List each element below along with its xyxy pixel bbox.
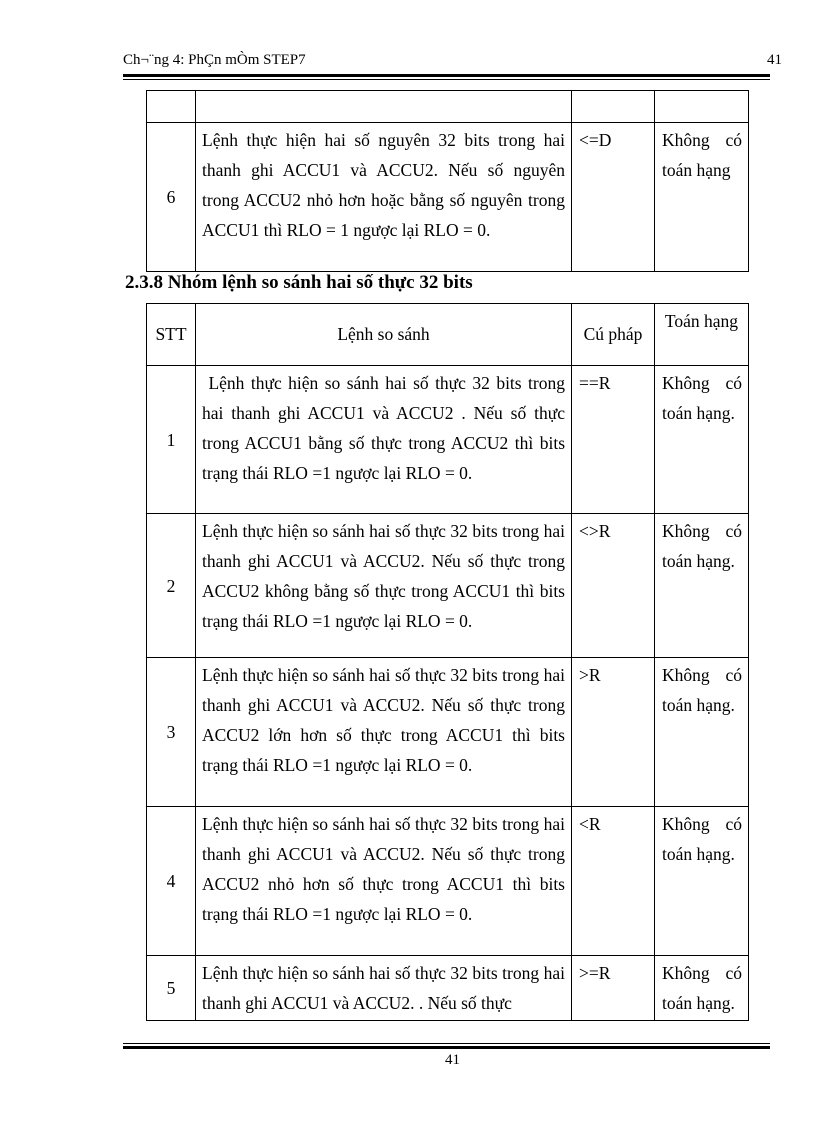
blank-cell: [196, 91, 572, 123]
footer-rule: [123, 1046, 770, 1049]
header-operand: Toán hạng: [655, 304, 749, 366]
row-description: Lệnh thực hiện so sánh hai số thực 32 bits trong hai thanh ghi ACCU1 và ACCU2. Nếu số thực trong ACCU2 không bằng số thực trong ACCU1 thì bits trạng thái RLO =1 ngược lại RLO = 0.: [196, 514, 572, 658]
real-comparison-table: [146, 303, 749, 1021]
blank-cell: [655, 91, 749, 123]
footer-rule-thin: [123, 1043, 770, 1044]
row-description: Lệnh thực hiện so sánh hai số thực 32 bits trong hai thanh ghi ACCU1 và ACCU2. . Nếu số thực: [196, 956, 572, 1021]
row-stt: 4: [147, 807, 196, 956]
table-row: [147, 807, 749, 956]
row-stt: 3: [147, 658, 196, 807]
table-row: [147, 366, 749, 514]
row-syntax: >=R: [572, 956, 655, 1021]
row-operand: Không có toán hạng.: [655, 366, 749, 514]
header-description: Lệnh so sánh: [196, 304, 572, 366]
row-stt: 5: [147, 956, 196, 1021]
row-stt: 6: [147, 123, 196, 272]
table-row: [147, 956, 749, 1021]
running-header-title: Ch¬¨ng 4: PhÇn mÒm STEP7: [123, 52, 306, 68]
table-row: [147, 123, 749, 272]
header-syntax: Cú pháp: [572, 304, 655, 366]
continued-blank-row: [147, 91, 749, 123]
section-heading: 2.3.8 Nhóm lệnh so sánh hai số thực 32 bits: [125, 272, 473, 293]
running-header-page-number: 41: [767, 52, 782, 68]
row-operand: Không có toán hạng.: [655, 514, 749, 658]
table-header-row: [147, 304, 749, 366]
footer-page-number: 41: [445, 1052, 460, 1068]
row-syntax: <R: [572, 807, 655, 956]
blank-cell: [147, 91, 196, 123]
row-stt: 2: [147, 514, 196, 658]
row-syntax: <=D: [572, 123, 655, 272]
row-syntax: <>R: [572, 514, 655, 658]
header-rule-thin: [123, 79, 770, 80]
table-row: [147, 658, 749, 807]
header-rule: [123, 74, 770, 77]
row-stt: 1: [147, 366, 196, 514]
row-syntax: ==R: [572, 366, 655, 514]
continued-comparison-table: [146, 90, 749, 272]
table-row: [147, 514, 749, 658]
row-operand: Không có toán hạng.: [655, 807, 749, 956]
row-operand: Không có toán hạng.: [655, 658, 749, 807]
row-syntax: >R: [572, 658, 655, 807]
row-description: Lệnh thực hiện so sánh hai số thực 32 bits trong hai thanh ghi ACCU1 và ACCU2. Nếu số thực trong ACCU2 lớn hơn số thực trong ACCU1 thì bits trạng thái RLO =1 ngược lại RLO = 0.: [196, 658, 572, 807]
blank-cell: [572, 91, 655, 123]
row-description: Lệnh thực hiện hai số nguyên 32 bits trong hai thanh ghi ACCU1 và ACCU2. Nếu số nguyên trong ACCU2 nhỏ hơn hoặc bằng số nguyên trong ACCU1 thì RLO = 1 ngược lại RLO = 0.: [196, 123, 572, 272]
header-stt: STT: [147, 304, 196, 366]
row-description: Lệnh thực hiện so sánh hai số thực 32 bits trong hai thanh ghi ACCU1 và ACCU2. Nếu số thực trong ACCU2 nhỏ hơn số thực trong ACCU1 thì bits trạng thái RLO =1 ngược lại RLO = 0.: [196, 807, 572, 956]
row-operand: Không có toán hạng: [655, 123, 749, 272]
row-description: Lệnh thực hiện so sánh hai số thực 32 bits trong hai thanh ghi ACCU1 và ACCU2 . Nếu số thực trong ACCU1 bằng số thực trong ACCU2 thì bits trạng thái RLO =1 ngược lại RLO = 0.: [196, 366, 572, 514]
row-operand: Không có toán hạng.: [655, 956, 749, 1021]
